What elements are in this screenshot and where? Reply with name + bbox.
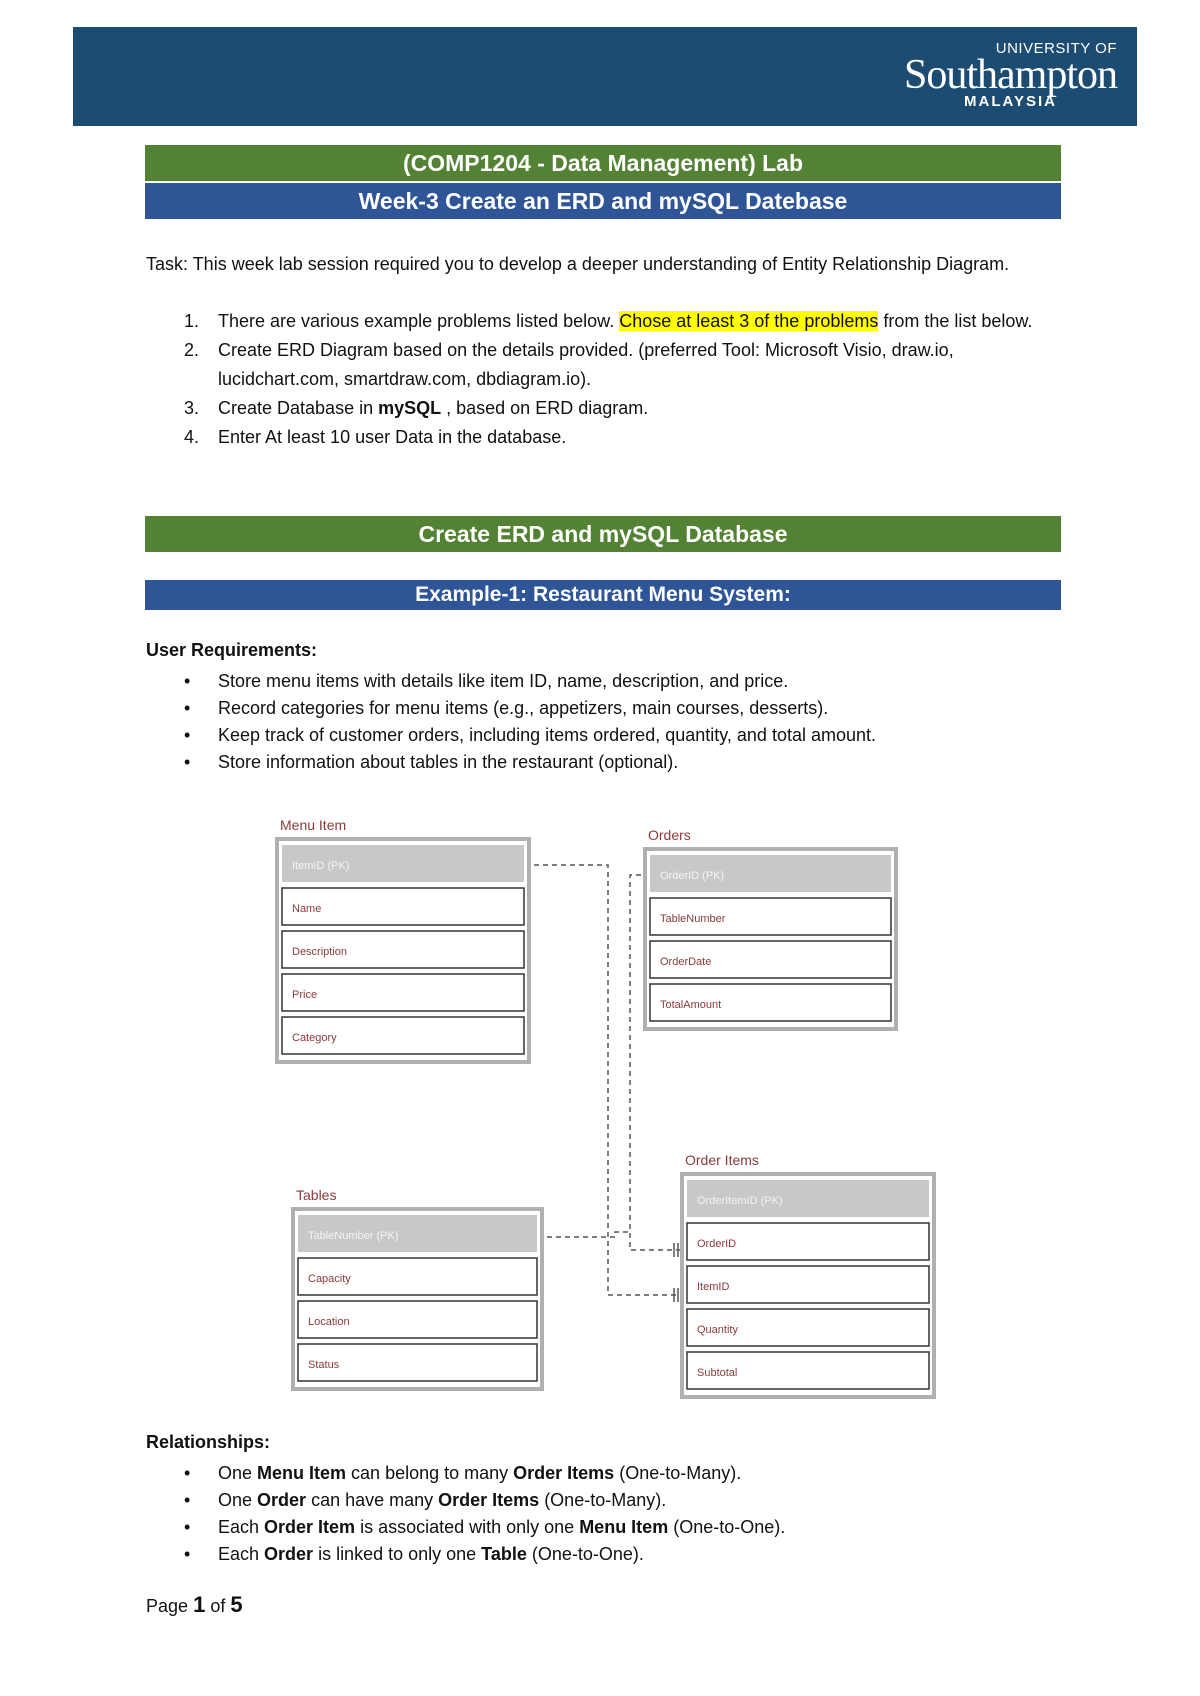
field-label: Subtotal <box>697 1367 738 1379</box>
course-title-bar: (COMP1204 - Data Management) Lab <box>145 145 1061 181</box>
field-label: Name <box>292 903 322 915</box>
relationships-heading: Relationships: <box>146 1432 271 1452</box>
field-label: OrderID (PK) <box>660 870 725 882</box>
field-label: TotalAmount <box>660 999 722 1011</box>
connector-tables-orders <box>538 1232 630 1237</box>
entity-title: Order Items <box>685 1152 759 1168</box>
field-label: TableNumber <box>660 913 726 925</box>
field-label: OrderItemID (PK) <box>697 1195 783 1207</box>
task-step: 2. Create ERD Diagram based on the details provided. (preferred Tool: Microsoft Visio, draw.io, lucidchart.com, smartdraw.com, dbdiagram.io). <box>146 336 1060 394</box>
field-label: Price <box>292 989 318 1001</box>
field-label: Category <box>292 1032 337 1044</box>
entity-title: Tables <box>296 1187 337 1203</box>
relationships-list <box>146 1460 1060 1568</box>
step-number: 3. <box>184 398 200 418</box>
field-label: Quantity <box>697 1324 738 1336</box>
menu-item-entity <box>277 817 529 1062</box>
entity-title: Menu Item <box>280 817 347 833</box>
highlighted-text: Chose at least 3 of the problems <box>619 311 879 331</box>
list-item: • One Order can have many Order Items (One-to-Many). <box>184 1490 667 1510</box>
field-label: Description <box>292 946 348 958</box>
entity-title: Orders <box>648 827 691 843</box>
field-label: Capacity <box>308 1273 351 1285</box>
erd-crowfeet <box>674 1243 678 1302</box>
field-row <box>282 974 524 1011</box>
task-step: 3. Create Database in mySQL , based on ERD diagram. <box>146 394 1060 423</box>
requirements-heading: User Requirements: <box>146 640 318 660</box>
logo-top-text: UNIVERSITY OF <box>995 40 1117 57</box>
list-item: • Store menu items with details like item ID, name, description, and price. <box>184 671 789 691</box>
order-items-entity <box>682 1152 934 1397</box>
example-title-bar: Example-1: Restaurant Menu System: <box>145 580 1061 610</box>
list-item: • Store information about tables in the restaurant (optional). <box>184 752 679 772</box>
field-label: Status <box>308 1359 340 1371</box>
field-label: OrderDate <box>660 956 712 968</box>
week-title-bar: Week-3 Create an ERD and mySQL Datebase <box>145 183 1061 219</box>
step-number: 2. <box>184 340 200 360</box>
logo-sub-text: MALAYSIA <box>964 93 1057 110</box>
task-intro: Task: This week lab session required you to develop a deeper understanding of Entity Relationship Diagram. <box>146 254 1010 274</box>
step-number: 1. <box>184 311 200 331</box>
orders-entity <box>645 827 896 1029</box>
list-item: • Each Order Item is associated with only one Menu Item (One-to-One). <box>184 1517 786 1537</box>
erd-entities <box>277 817 934 1397</box>
field-label: ItemID <box>697 1281 730 1293</box>
field-label: Location <box>308 1316 350 1328</box>
list-item: • One Menu Item can belong to many Order Items (One-to-Many). <box>184 1463 742 1483</box>
page-footer: Page 1 of 5 <box>146 1592 243 1617</box>
field-label: ItemID (PK) <box>292 860 350 872</box>
step-number: 4. <box>184 427 200 447</box>
task-step: 4. Enter At least 10 user Data in the database. <box>146 423 1060 452</box>
task-step: 1. There are various example problems listed below. Chose at least 3 of the problems from the list below. <box>146 307 1060 336</box>
list-item: • Keep track of customer orders, including items ordered, quantity, and total amount. <box>184 725 877 745</box>
logo-main-text: Southampton <box>903 52 1117 98</box>
list-item: • Each Order is linked to only one Table (One-to-One). <box>184 1544 644 1564</box>
field-label: OrderID <box>697 1238 737 1250</box>
field-label: TableNumber (PK) <box>308 1230 399 1242</box>
list-item: • Record categories for menu items (e.g., appetizers, main courses, desserts). <box>184 698 829 718</box>
section-title-bar: Create ERD and mySQL Database <box>145 516 1061 552</box>
tables-entity <box>293 1187 542 1389</box>
